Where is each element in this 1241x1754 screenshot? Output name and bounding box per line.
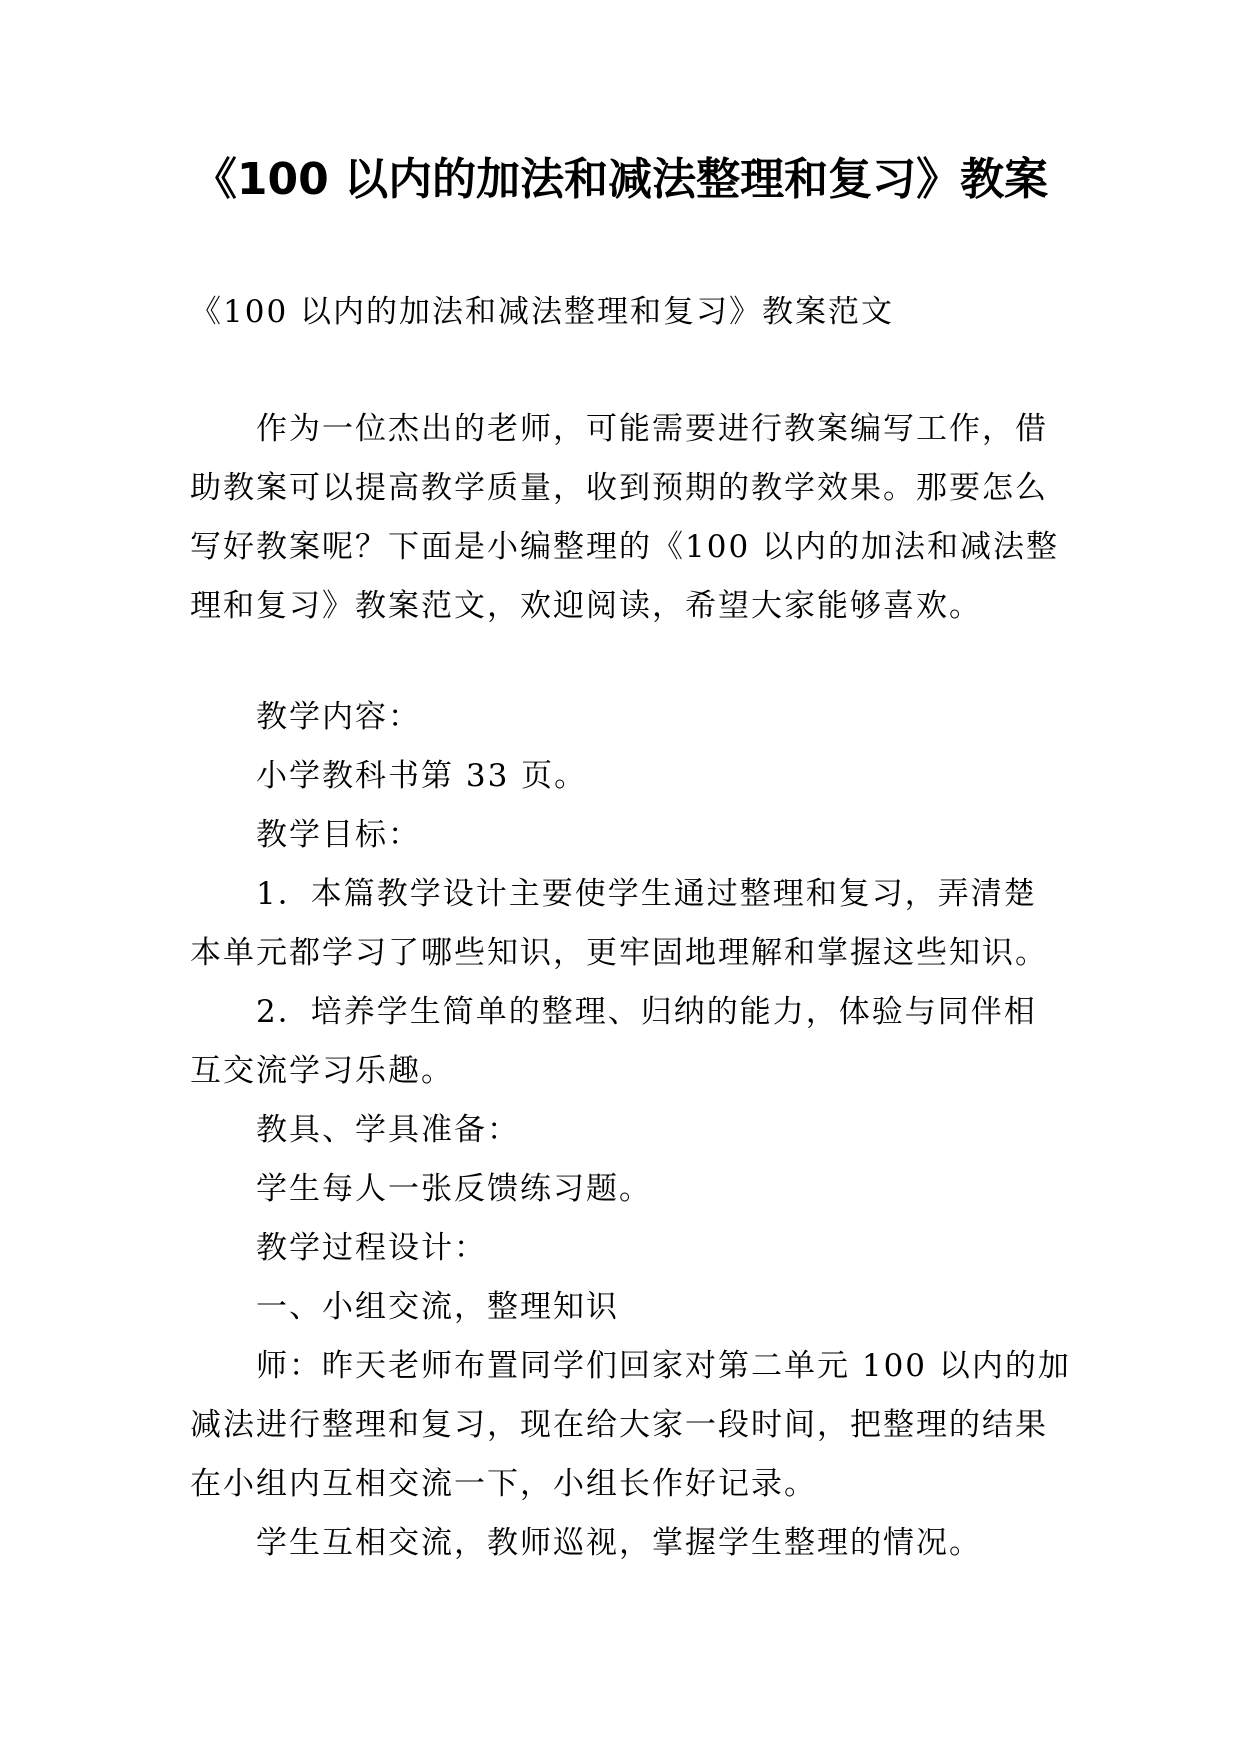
intro-line: 理和复习》教案范文，欢迎阅读，希望大家能够喜欢。 [190, 588, 982, 624]
document-body [190, 283, 1070, 1573]
subtitle-line: 《100 以内的加法和减法整理和复习》教案范文 [190, 294, 895, 330]
content-heading: 教学内容： [256, 699, 421, 735]
goal-line: 1．本篇教学设计主要使学生通过整理和复习，弄清楚 [256, 876, 1037, 912]
teacher-line: 在小组内互相交流一下，小组长作好记录。 [190, 1466, 817, 1502]
teacher-line: 师：昨天老师布置同学们回家对第二单元 100 以内的加 [256, 1348, 1071, 1384]
intro-line: 作为一位杰出的老师，可能需要进行教案编写工作，借 [256, 411, 1048, 447]
students-line: 学生互相交流，教师巡视，掌握学生整理的情况。 [256, 1525, 982, 1561]
goals-heading: 教学目标： [256, 817, 421, 853]
goal-line: 本单元都学习了哪些知识，更牢固地理解和掌握这些知识。 [190, 935, 1048, 971]
teacher-line: 减法进行整理和复习，现在给大家一段时间，把整理的结果 [190, 1407, 1048, 1443]
goal-line: 互交流学习乐趣。 [190, 1053, 454, 1089]
document-title: 《100 以内的加法和减法整理和复习》教案 [192, 154, 1049, 205]
tools-text: 学生每人一张反馈练习题。 [256, 1171, 652, 1207]
intro-paragraph [190, 400, 1070, 636]
tools-heading: 教具、学具准备： [256, 1112, 520, 1148]
content-text: 小学教科书第 33 页。 [256, 758, 588, 794]
step-heading: 一、小组交流，整理知识 [256, 1289, 619, 1325]
lesson-content [190, 688, 1070, 1573]
intro-line: 助教案可以提高教学质量，收到预期的教学效果。那要怎么 [190, 470, 1048, 506]
process-heading: 教学过程设计： [256, 1230, 487, 1266]
goal-line: 2．培养学生简单的整理、归纳的能力，体验与同伴相 [256, 994, 1037, 1030]
intro-line: 写好教案呢？下面是小编整理的《100 以内的加法和减法整 [190, 529, 1060, 565]
